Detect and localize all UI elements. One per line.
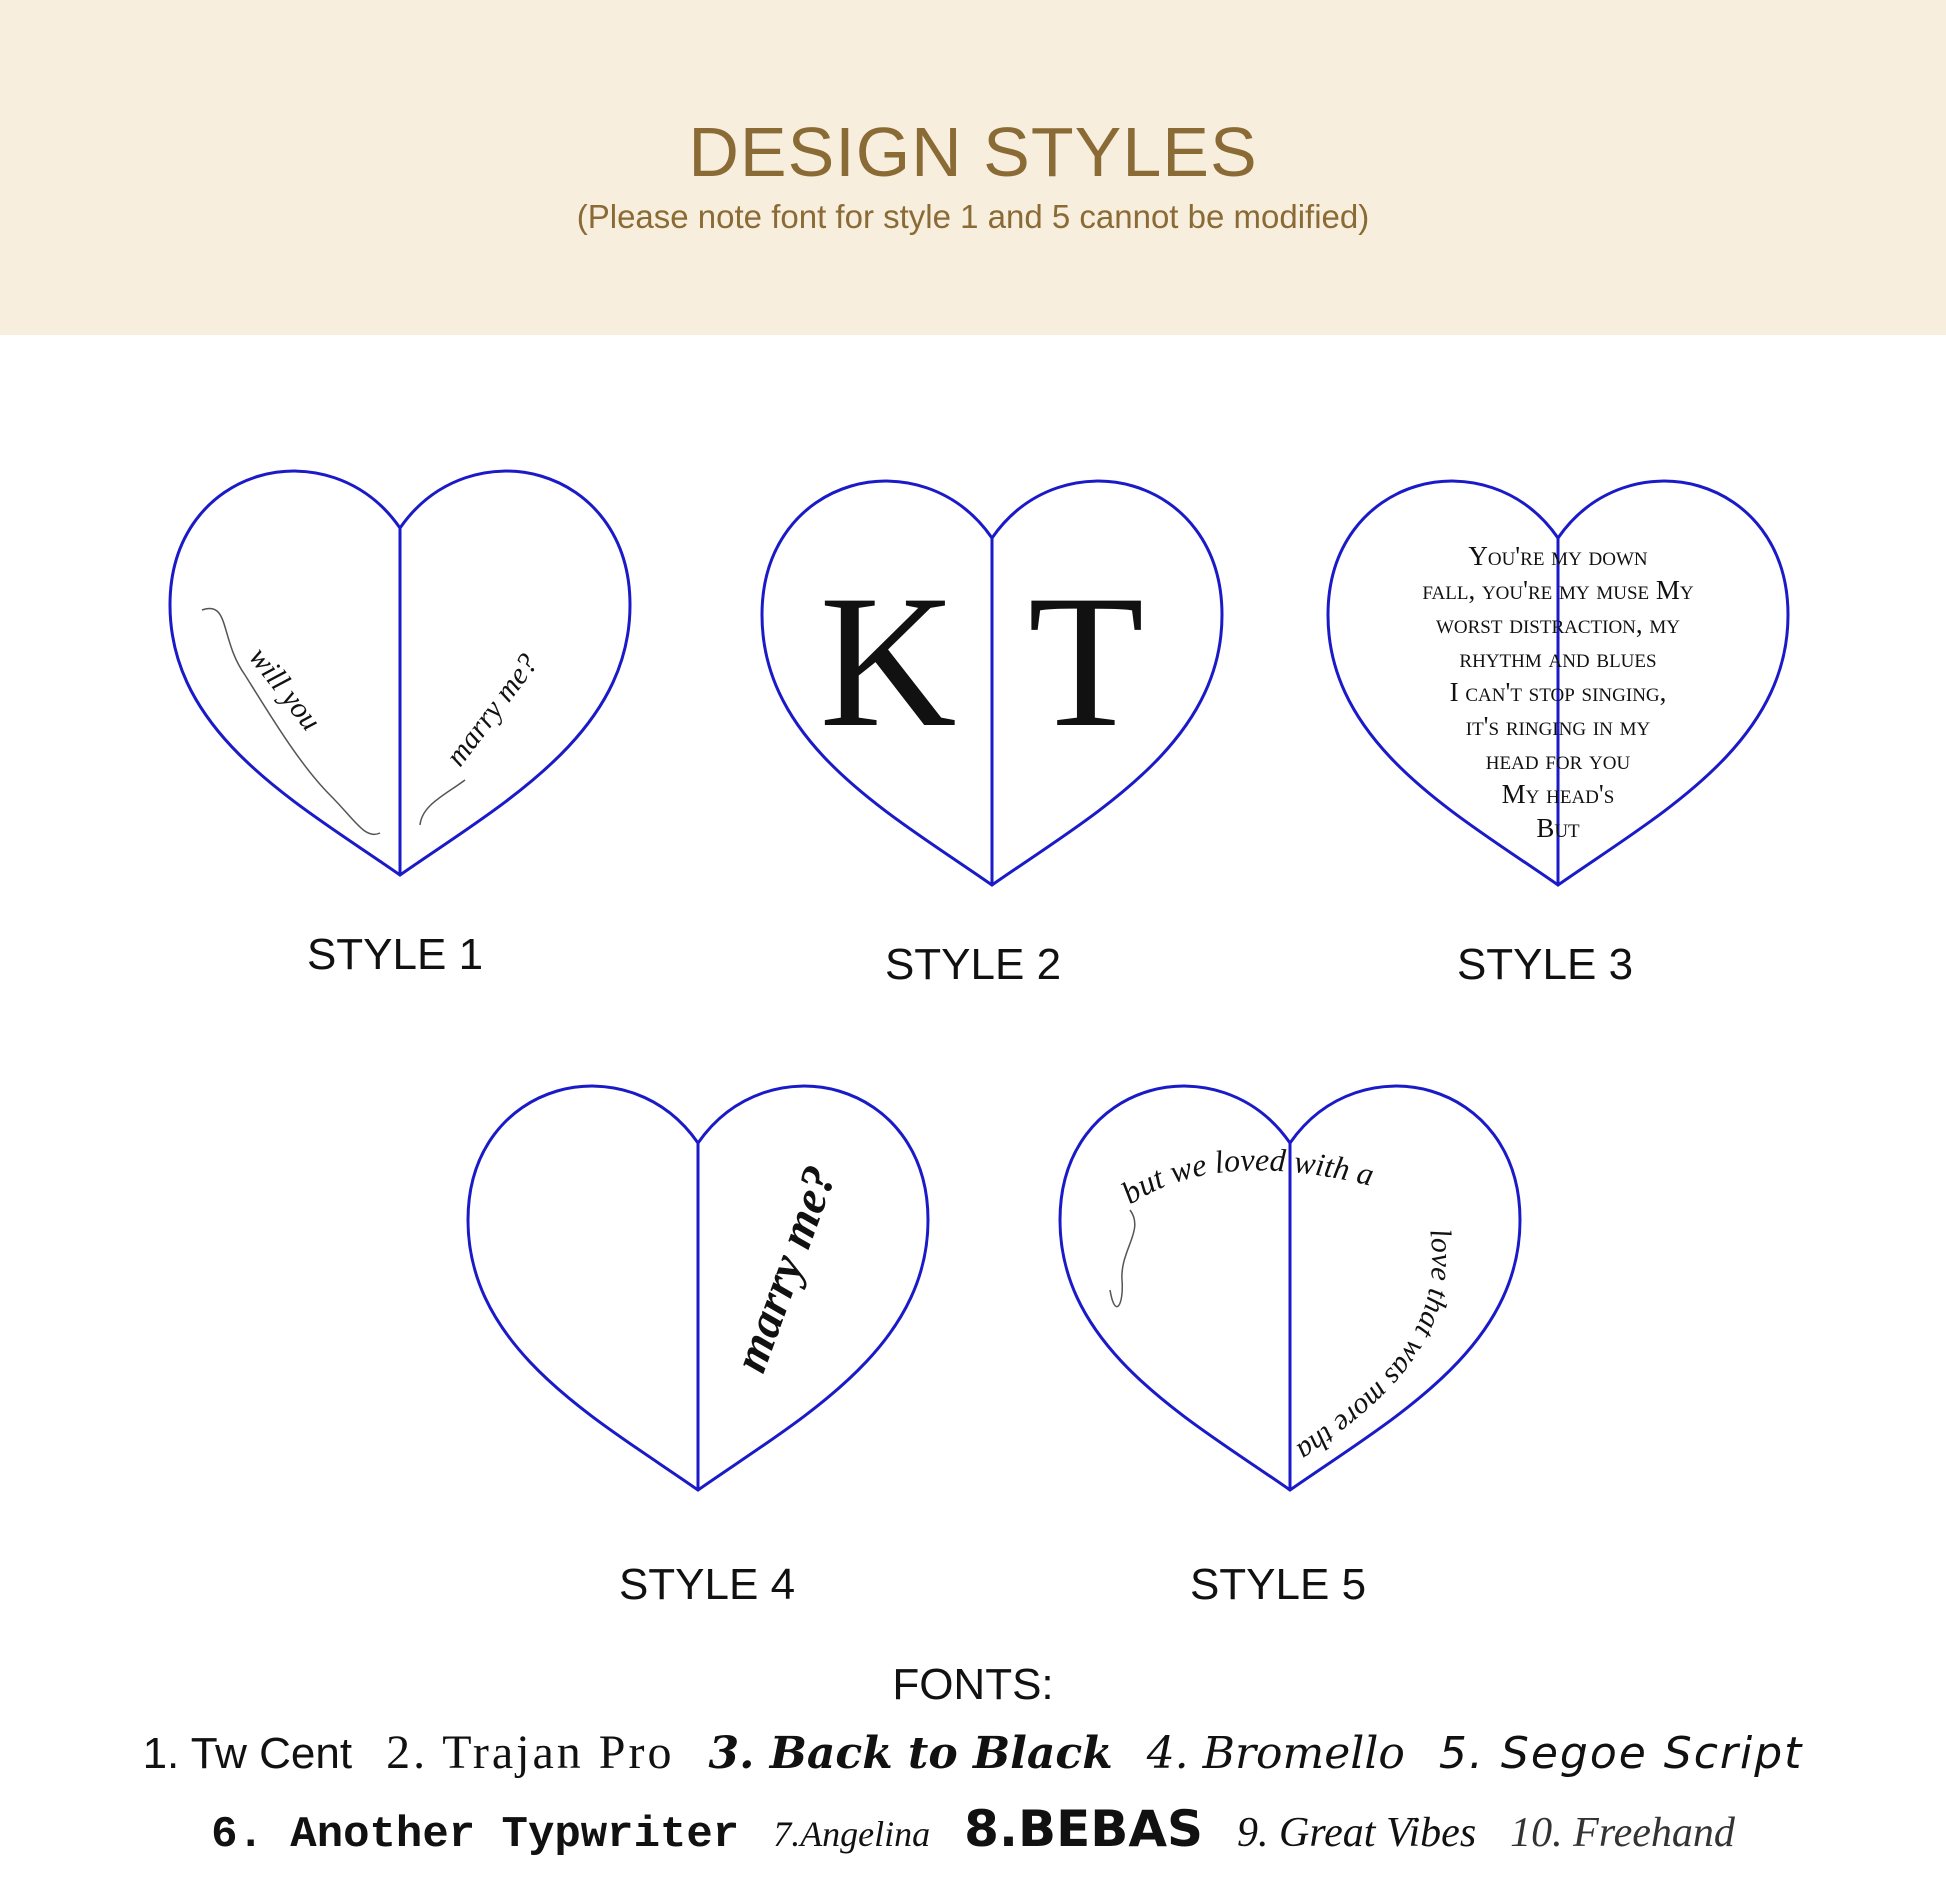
font-option: 10. Freehand <box>1510 1810 1735 1856</box>
font-list-row-2 <box>0 1800 1946 1860</box>
fonts-title: FONTS: <box>892 1660 1054 1709</box>
lyric-line: worst distraction, my <box>1435 609 1681 639</box>
font-option: 9. Great Vibes <box>1237 1810 1477 1856</box>
lyric-line: I can't stop singing, <box>1449 677 1667 707</box>
font-option: 1. Tw Cent <box>142 1729 353 1778</box>
initial-right: T <box>1027 557 1145 767</box>
header-banner <box>0 0 1946 335</box>
lyric-line: fall, you're my muse My <box>1422 575 1694 605</box>
font-option: 7.Angelina <box>773 1814 931 1854</box>
heart-style-2 <box>752 475 1232 895</box>
font-option: 8.BEBAS <box>964 1800 1204 1858</box>
style5-right-text: love that was more than love <box>1042 1054 1459 1469</box>
lyric-line: rhythm and blues <box>1459 643 1657 673</box>
style5-top-text: but we loved with a <box>1114 1141 1378 1211</box>
page-title: DESIGN STYLES <box>688 113 1258 191</box>
style-1-label: STYLE 1 <box>306 930 484 979</box>
font-option: 5. Segoe Script <box>1438 1728 1804 1779</box>
font-option: 3. Back to Black <box>708 1728 1113 1779</box>
style-2-label: STYLE 2 <box>884 940 1062 989</box>
font-option: 4. Bromello <box>1146 1728 1405 1779</box>
lyric-line: head for you <box>1485 745 1631 775</box>
font-option: 6. Another Typwriter <box>211 1810 740 1860</box>
swash-left <box>1110 1210 1135 1307</box>
lyric-line: But <box>1536 813 1580 843</box>
swash-right <box>420 780 465 825</box>
heart-style-3 <box>1318 475 1798 895</box>
heart-style-4 <box>458 1080 938 1500</box>
style1-left-text: will you <box>242 640 328 737</box>
initial-left: K <box>819 557 957 767</box>
font-list-row-1 <box>0 1725 1946 1780</box>
font-option: 2. Trajan Pro <box>386 1726 675 1779</box>
style1-right-text: marry me? <box>439 647 545 773</box>
style-4-label: STYLE 4 <box>618 1560 796 1609</box>
page-subtitle: (Please note font for style 1 and 5 cannot be modified) <box>576 198 1370 235</box>
heart-style-1 <box>160 465 640 885</box>
style4-text: marry me? <box>723 1158 847 1379</box>
style-5-label: STYLE 5 <box>1189 1560 1367 1609</box>
lyric-line: My head's <box>1501 779 1615 809</box>
lyric-line: You're my down <box>1468 541 1648 571</box>
style-3-label: STYLE 3 <box>1456 940 1634 989</box>
lyric-line: it's ringing in my <box>1465 711 1651 741</box>
heart-style-5 <box>1042 1054 1530 1500</box>
